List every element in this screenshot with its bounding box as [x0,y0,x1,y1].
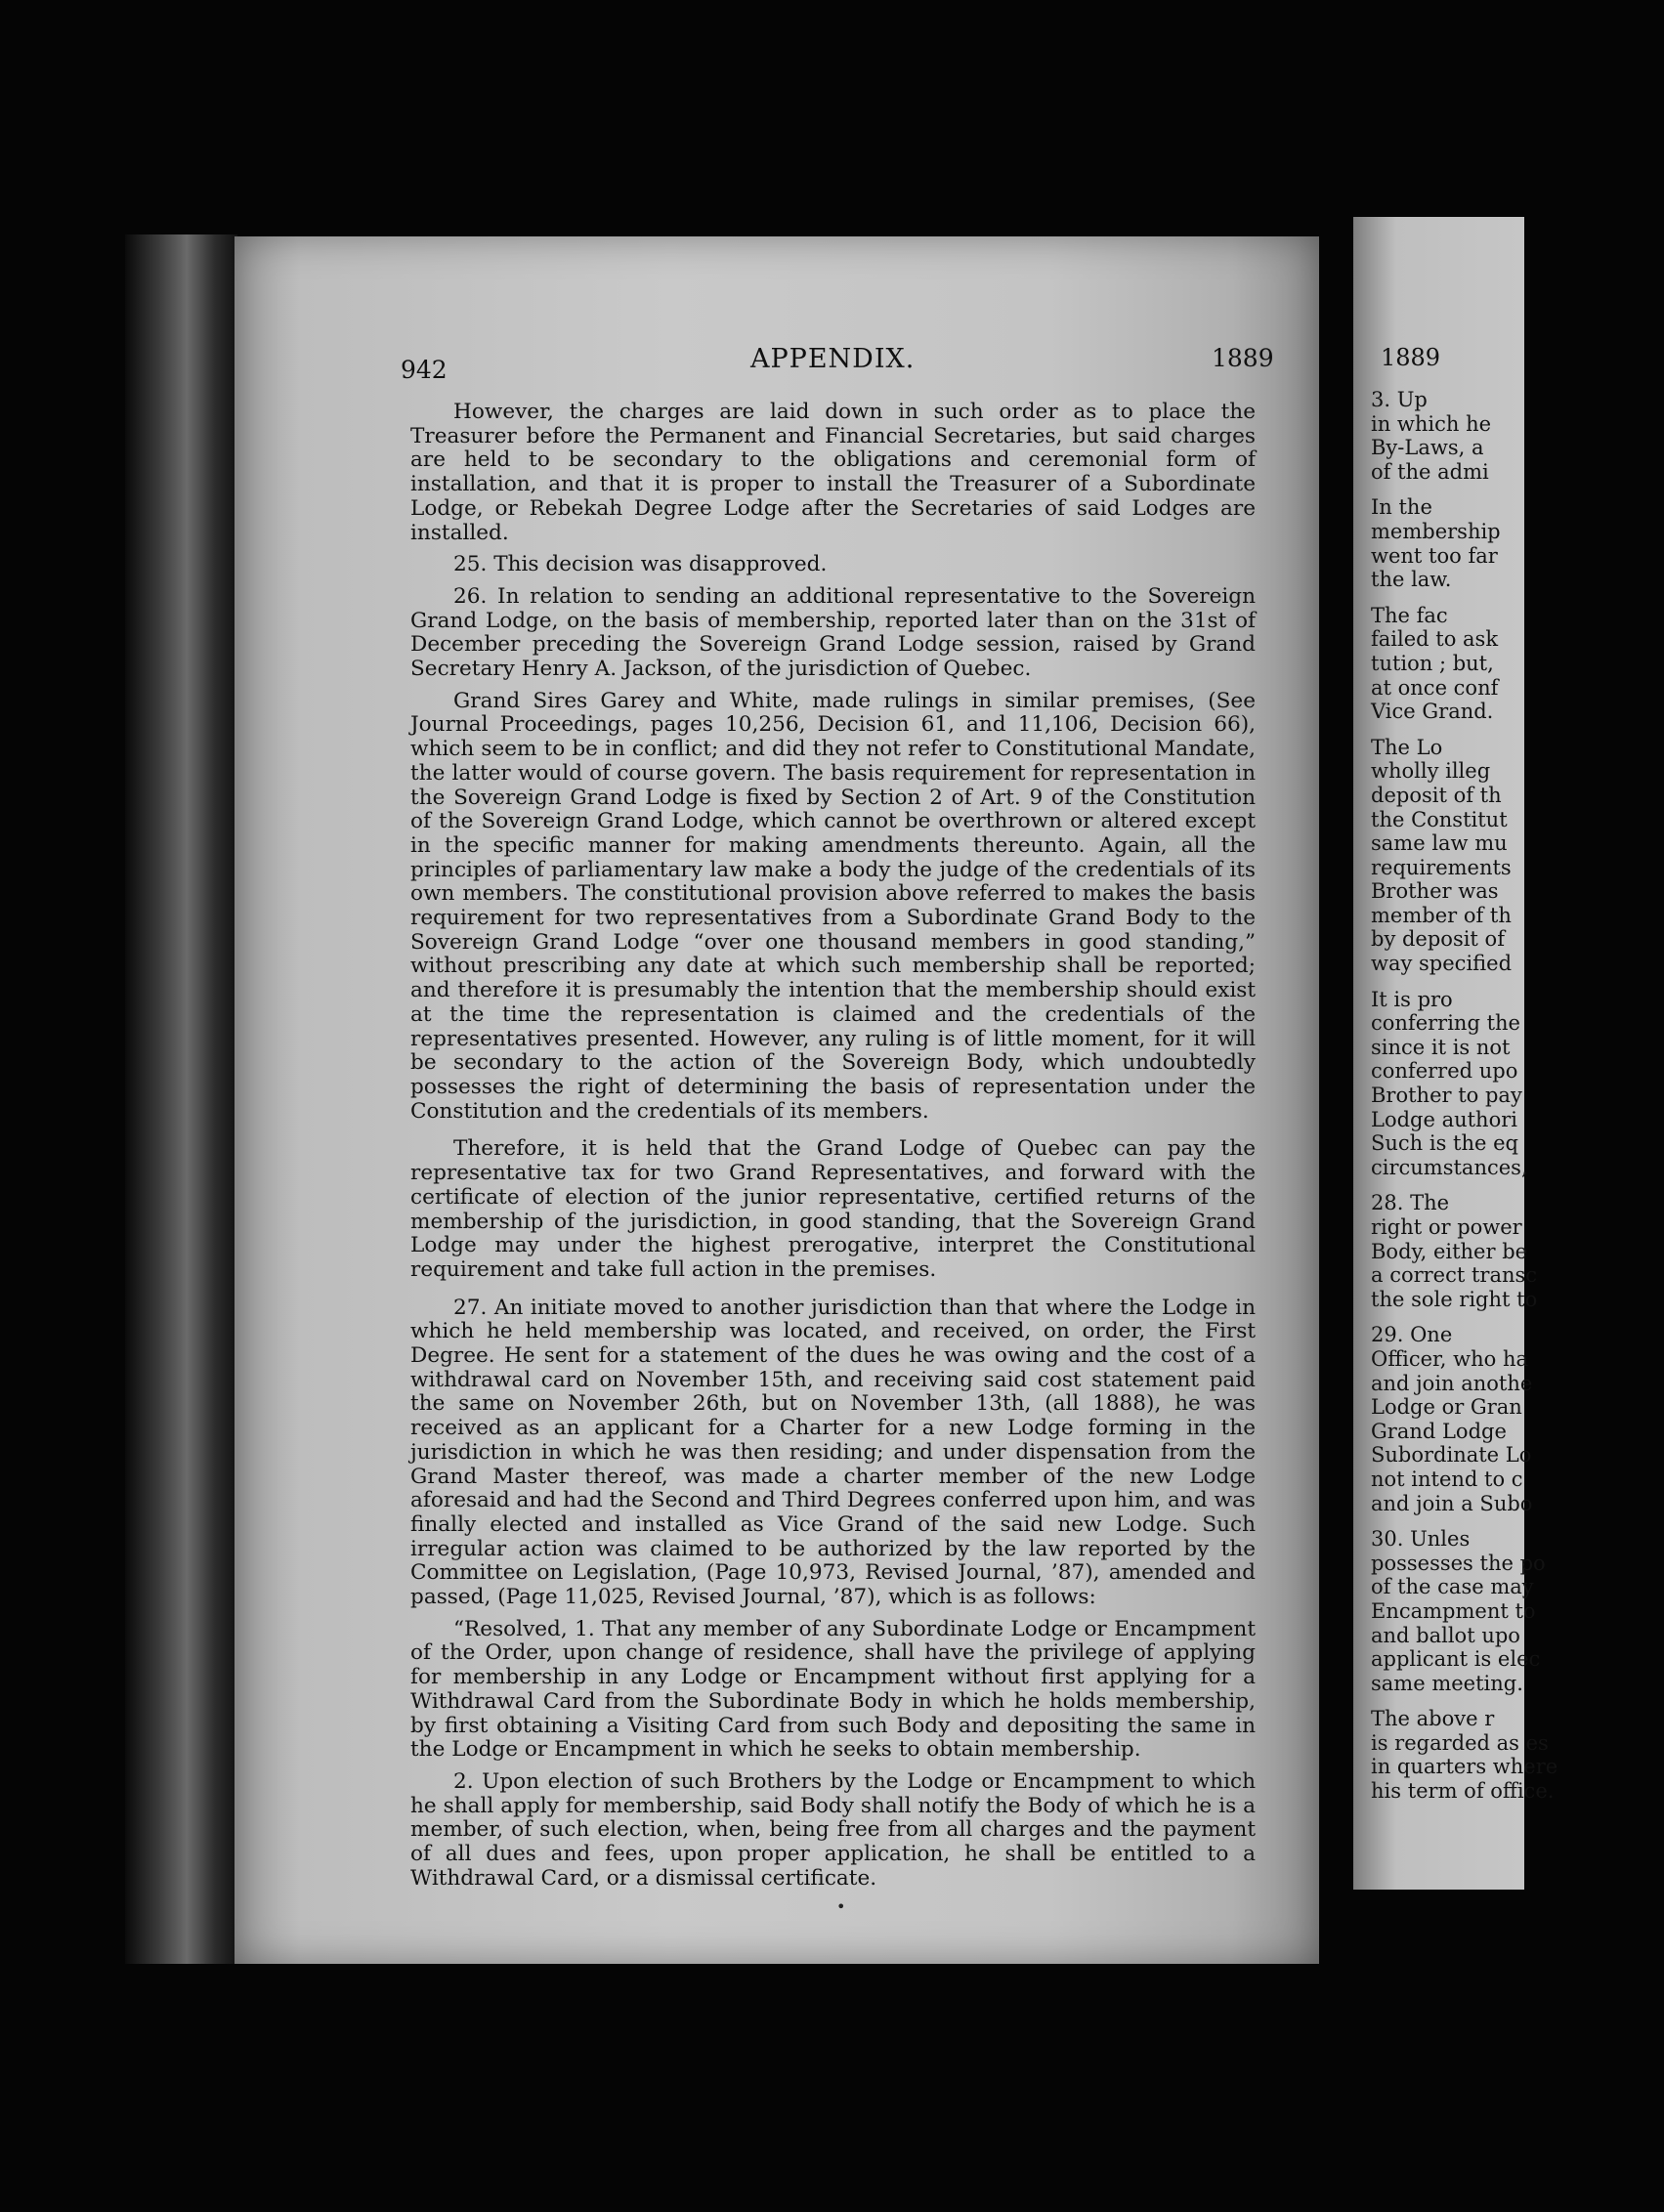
right-page-line: The above r [1371,1707,1495,1731]
resolution-quote: “Resolved, 1. That any member of any Subordinate Lodge or Encampment of the Order, upon change of residence, shall have the privilege of applying for membership in any Lodge or Encampment without first applying for a Withdrawal Card from the Subordinate Body in which he holds membership, by first obtaining a Visiting Card from such Body and depositing the same in the Lodge or Encampment in which he seeks to obtain membership. [410,1616,1256,1763]
right-page-line: conferred upo [1371,1059,1518,1084]
right-page-line: wholly illeg [1371,759,1491,784]
right-page-line: tution ; but, [1371,651,1494,675]
paragraph: 25. This decision was disapproved. [453,552,828,577]
right-page-line: Encampment to [1371,1598,1536,1623]
right-page-line: 28. The [1371,1191,1450,1215]
right-page-line: and join anothe [1371,1371,1533,1395]
right-page-line: by deposit of [1371,927,1505,952]
right-page-line: 29. One [1371,1323,1453,1347]
right-page-line: In the [1371,495,1432,520]
right-page-line: failed to ask [1371,627,1499,652]
paragraph: Grand Sires Garey and White, made rulings in similar premises, (See Journal Proceedings, pages 10,256, Decision 61, and 11,106, Decision 66), which seem to be in conflict; and did they not refer to Constitutional Mandate, the latter would of course govern. The basis requirement for representation in the Sovereign Grand Lodge is fixed by Section 2 of Art. 9 of the Constitution of the Sovereign Grand Lodge, which cannot be overthrown or altered except in the specific manner for making amendments thereunto. Again, all the principles of parliamentary law make a body the judge of the credentials of its own members. The constitutional provision above referred to makes the basis requirement for two representatives from a Subordinate Grand Body to the Sovereign Grand Lodge “over one thousand members in good standing,” without prescribing any date at which such membership shall be reported; and therefore it is presumably the intention that the membership should exist at the time the representation is claimed and the credentials of the representatives presented. However, any ruling is of little moment, for it will be secondary to the action of the Sovereign Body, which undoubtedly possesses the right of determining the basis of representation under the Constitution and the credentials of its members. [410,688,1256,1124]
right-page-line: his term of office. [1371,1779,1555,1804]
right-page-line: the sole right to [1371,1287,1538,1311]
right-page-line: Vice Grand. [1371,700,1494,724]
left-page [235,236,1319,1964]
right-page-line: Brother to pay [1371,1084,1522,1108]
page-number: 942 [401,356,448,384]
right-page-line: the Constitut [1371,807,1508,831]
right-page-line: 3. Up [1371,388,1428,411]
right-page-line: Officer, who ha [1371,1346,1528,1371]
right-page-line: Body, either be [1371,1239,1528,1263]
paragraph: 27. An initiate moved to another jurisdiction than that where the Lodge in which he held membership was located, and received, on order, the First Degree. He sent for a statement of the dues he was owing and the cost of a withdrawal card on November 15th, and receiving said cost statement paid the same on November 26th, but on November 13th, (all 1888), he was received as an applicant for a Charter for a new Lodge forming in the jurisdiction in which he was then residing; and under dispensation from the Grand Master thereof, was made a charter member of the new Lodge aforesaid and had the Second and Third Degrees conferred upon him, and was finally elected and installed as Vice Grand of the said new Lodge. Such irregular action was claimed to be authorized by the law reported by the Committee on Legislation, (Page 10,973, Revised Journal, ’87), amended and passed, (Page 11,025, Revised Journal, ’87), which is as follows: [410,1295,1256,1610]
resolution-quote: 2. Upon election of such Brothers by the Lodge or Encampment to which he shall apply for membership, said Body shall notify the Body of which he is a member, of such election, when, being free from all charges and the payment of all dues and fees, upon proper application, he shall be entitled to a Withdrawal Card, or a dismissal certificate. [410,1768,1256,1891]
right-page-line: conferring the [1371,1011,1520,1036]
right-page-line: went too far [1371,543,1498,568]
right-page-line: Lodge or Gran [1371,1395,1522,1420]
right-page-line: same law mu [1371,831,1508,856]
paragraph: Therefore, it is held that the Grand Lodge of Quebec can pay the representative tax for two Grand Representatives, and forward with the certificate of election of the junior representative, certified returns of the membership of the jurisdiction, in good standing, that the Sovereign Grand Lodge may under the highest prerogative, interpret the Constitutional requirement and take full action in the premises. [410,1136,1256,1282]
right-page-line: The Lo [1371,735,1443,759]
right-page-line: It is pro [1371,987,1453,1011]
right-page-line: a correct transc [1371,1263,1538,1288]
running-head: APPENDIX. [750,344,916,374]
right-page-line: in quarters where [1371,1755,1558,1779]
right-page-line: possesses the po [1371,1551,1546,1575]
right-page-line: is regarded as es [1371,1730,1549,1755]
right-page-line: 30. Unles [1371,1527,1471,1552]
footer-mark: • [836,1897,846,1916]
right-page-year: 1889 [1381,344,1441,371]
right-page-line: in which he [1371,411,1492,436]
right-page-line: of the admi [1371,459,1489,484]
right-page-line: of the case may [1371,1575,1534,1599]
right-page-line: applicant is elec [1371,1647,1541,1672]
right-page-line: same meeting. [1371,1671,1523,1695]
body-text [410,401,1256,1891]
page-header [235,344,1319,383]
right-page-line: deposit of th [1371,783,1502,807]
right-page-line: since it is not [1371,1035,1511,1059]
right-page-line: not intend to c [1371,1467,1523,1491]
right-page-line: and ballot upo [1371,1623,1520,1647]
right-page-line: at once conf [1371,675,1499,700]
paragraph: 26. In relation to sending an additional representative to the Sovereign Grand Lodge, on the basis of membership, reported later than on the 31st of December preceding the Sovereign Grand Lodge session, raised by Grand Secretary Henry A. Jackson, of the jurisdiction of Quebec. [410,583,1256,682]
right-page-line: Grand Lodge [1371,1419,1507,1443]
right-page-line: the law. [1371,568,1452,592]
right-page-line: and join a Subo [1371,1491,1533,1515]
right-page-line: member of th [1371,903,1512,927]
right-page [1353,217,1558,1890]
right-page-line: circumstances, [1371,1155,1528,1179]
right-page-line: way specified [1371,952,1513,976]
right-page-line: The fac [1371,603,1448,627]
right-page-line: Brother was [1371,879,1499,904]
right-page-line: By-Laws, a [1371,436,1484,460]
right-page-line: right or power [1371,1215,1522,1239]
right-page-line: Lodge authori [1371,1107,1517,1131]
right-page-line: Subordinate Lo [1371,1443,1532,1468]
page-year: 1889 [1212,344,1274,372]
right-page-line: Such is the eq [1371,1131,1518,1156]
paragraph: However, the charges are laid down in such order as to place the Treasurer before the Permanent and Financial Secretaries, but said charges are held to be secondary to the obligations and ceremonial form of installation, and that it is proper to install the Treasurer of a Subordinate Lodge, or Rebekah Degree Lodge after the Secretaries of said Lodges are installed. [410,400,1256,545]
right-page-text [1371,388,1664,1804]
book-binding [125,234,237,1964]
right-page-line: membership [1371,519,1501,543]
right-page-line: requirements [1371,855,1512,879]
